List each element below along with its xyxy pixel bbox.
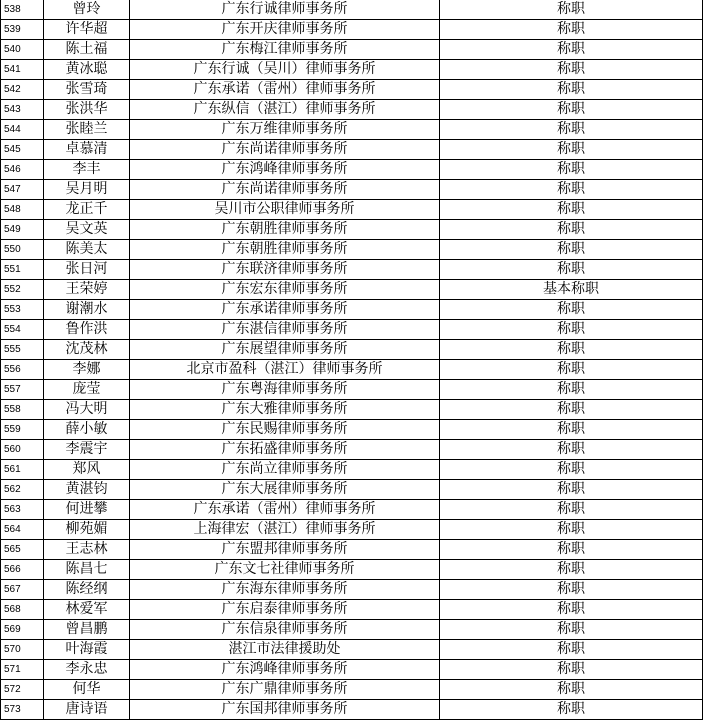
law-firm-cell[interactable]: 广东联济律师事务所 xyxy=(130,260,440,280)
row-number-cell[interactable]: 550 xyxy=(1,240,44,260)
row-number-cell[interactable]: 562 xyxy=(1,480,44,500)
table-row xyxy=(1,360,703,380)
lawyer-name-cell[interactable]: 陈美太 xyxy=(44,240,130,260)
law-firm-cell[interactable]: 上海律宏（湛江）律师事务所 xyxy=(130,520,440,540)
row-number-cell[interactable]: 564 xyxy=(1,520,44,540)
lawyer-name-cell[interactable]: 黄冰聪 xyxy=(44,60,130,80)
table-row xyxy=(1,700,703,720)
row-number-cell[interactable]: 568 xyxy=(1,600,44,620)
lawyer-name-cell[interactable]: 陈经纲 xyxy=(44,580,130,600)
lawyer-name-cell[interactable]: 张日河 xyxy=(44,260,130,280)
table-row xyxy=(1,60,703,80)
law-firm-cell[interactable]: 广东承诺（雷州）律师事务所 xyxy=(130,500,440,520)
row-number-cell[interactable]: 546 xyxy=(1,160,44,180)
row-number-cell[interactable]: 556 xyxy=(1,360,44,380)
law-firm-cell[interactable]: 广东拓盛律师事务所 xyxy=(130,440,440,460)
lawyer-name-cell[interactable]: 张睦兰 xyxy=(44,120,130,140)
assessment-result-cell[interactable]: 称职 xyxy=(440,60,703,80)
lawyer-name-cell[interactable]: 李震宇 xyxy=(44,440,130,460)
assessment-result-cell[interactable]: 称职 xyxy=(440,80,703,100)
row-number-cell[interactable]: 544 xyxy=(1,120,44,140)
assessment-result-cell[interactable]: 称职 xyxy=(440,560,703,580)
lawyer-name-cell[interactable]: 鲁作洪 xyxy=(44,320,130,340)
table-row xyxy=(1,160,703,180)
table-row xyxy=(1,620,703,640)
law-firm-cell[interactable]: 广东梅江律师事务所 xyxy=(130,40,440,60)
table-row xyxy=(1,600,703,620)
assessment-result-cell[interactable]: 称职 xyxy=(440,680,703,700)
assessment-result-cell[interactable]: 称职 xyxy=(440,140,703,160)
assessment-result-cell[interactable]: 称职 xyxy=(440,40,703,60)
row-number-cell[interactable]: 571 xyxy=(1,660,44,680)
lawyer-name-cell[interactable]: 庞莹 xyxy=(44,380,130,400)
law-firm-cell[interactable]: 广东鸿峰律师事务所 xyxy=(130,660,440,680)
lawyer-name-cell[interactable]: 王志林 xyxy=(44,540,130,560)
row-number-cell[interactable]: 538 xyxy=(1,0,44,20)
table-row xyxy=(1,640,703,660)
row-number-cell[interactable]: 554 xyxy=(1,320,44,340)
table-row xyxy=(1,220,703,240)
row-number-cell[interactable]: 572 xyxy=(1,680,44,700)
law-firm-cell[interactable]: 广东粤海律师事务所 xyxy=(130,380,440,400)
law-firm-cell[interactable]: 广东信泉律师事务所 xyxy=(130,620,440,640)
table-row xyxy=(1,520,703,540)
row-number-cell[interactable]: 549 xyxy=(1,220,44,240)
lawyer-name-cell[interactable]: 许华超 xyxy=(44,20,130,40)
row-number-cell[interactable]: 551 xyxy=(1,260,44,280)
table-row xyxy=(1,100,703,120)
lawyer-name-cell[interactable]: 龙正千 xyxy=(44,200,130,220)
assessment-result-cell[interactable]: 称职 xyxy=(440,380,703,400)
assessment-result-cell[interactable]: 称职 xyxy=(440,700,703,720)
table-row xyxy=(1,180,703,200)
assessment-result-cell[interactable]: 称职 xyxy=(440,220,703,240)
law-firm-cell[interactable]: 广东尚诺律师事务所 xyxy=(130,180,440,200)
row-number-cell[interactable]: 565 xyxy=(1,540,44,560)
lawyer-name-cell[interactable]: 叶海霞 xyxy=(44,640,130,660)
assessment-result-cell[interactable]: 称职 xyxy=(440,300,703,320)
table-row xyxy=(1,80,703,100)
law-firm-cell[interactable]: 湛江市法律援助处 xyxy=(130,640,440,660)
table-row xyxy=(1,500,703,520)
table-row xyxy=(1,340,703,360)
assessment-result-cell[interactable]: 称职 xyxy=(440,520,703,540)
law-firm-cell[interactable]: 吴川市公职律师事务所 xyxy=(130,200,440,220)
row-number-cell[interactable]: 542 xyxy=(1,80,44,100)
assessment-result-cell[interactable]: 称职 xyxy=(440,620,703,640)
row-number-cell[interactable]: 558 xyxy=(1,400,44,420)
lawyer-name-cell[interactable]: 郑风 xyxy=(44,460,130,480)
table-body xyxy=(1,0,703,720)
law-firm-cell[interactable]: 广东展望律师事务所 xyxy=(130,340,440,360)
assessment-result-cell[interactable]: 称职 xyxy=(440,420,703,440)
row-number-cell[interactable]: 541 xyxy=(1,60,44,80)
law-firm-cell[interactable]: 广东民赐律师事务所 xyxy=(130,420,440,440)
law-firm-cell[interactable]: 广东文七社律师事务所 xyxy=(130,560,440,580)
lawyer-name-cell[interactable]: 柳苑媚 xyxy=(44,520,130,540)
row-number-cell[interactable]: 553 xyxy=(1,300,44,320)
assessment-result-cell[interactable]: 称职 xyxy=(440,0,703,20)
table-row xyxy=(1,260,703,280)
law-firm-cell[interactable]: 广东国邦律师事务所 xyxy=(130,700,440,720)
assessment-result-cell[interactable]: 称职 xyxy=(440,580,703,600)
lawyer-name-cell[interactable]: 陈昌七 xyxy=(44,560,130,580)
lawyer-name-cell[interactable]: 王荣婷 xyxy=(44,280,130,300)
law-firm-cell[interactable]: 北京市盈科（湛江）律师事务所 xyxy=(130,360,440,380)
law-firm-cell[interactable]: 广东朝胜律师事务所 xyxy=(130,220,440,240)
assessment-result-cell[interactable]: 称职 xyxy=(440,340,703,360)
table-row xyxy=(1,0,703,20)
assessment-result-cell[interactable]: 称职 xyxy=(440,500,703,520)
row-number-cell[interactable]: 539 xyxy=(1,20,44,40)
assessment-result-cell[interactable]: 称职 xyxy=(440,660,703,680)
table-row xyxy=(1,40,703,60)
table-row xyxy=(1,140,703,160)
table-row xyxy=(1,240,703,260)
law-firm-cell[interactable]: 广东广鼎律师事务所 xyxy=(130,680,440,700)
assessment-result-cell[interactable]: 称职 xyxy=(440,20,703,40)
table-row xyxy=(1,20,703,40)
lawyer-name-cell[interactable]: 李永忠 xyxy=(44,660,130,680)
lawyer-name-cell[interactable]: 张洪华 xyxy=(44,100,130,120)
lawyer-name-cell[interactable]: 吴月明 xyxy=(44,180,130,200)
row-number-cell[interactable]: 552 xyxy=(1,280,44,300)
lawyer-name-cell[interactable]: 吴文英 xyxy=(44,220,130,240)
assessment-result-cell[interactable]: 称职 xyxy=(440,460,703,480)
table-row xyxy=(1,440,703,460)
assessment-result-cell[interactable]: 称职 xyxy=(440,440,703,460)
row-number-cell[interactable]: 559 xyxy=(1,420,44,440)
row-number-cell[interactable]: 561 xyxy=(1,460,44,480)
table-row xyxy=(1,300,703,320)
table-row xyxy=(1,400,703,420)
lawyer-name-cell[interactable]: 卓慕清 xyxy=(44,140,130,160)
row-number-cell[interactable]: 540 xyxy=(1,40,44,60)
assessment-result-cell[interactable]: 称职 xyxy=(440,640,703,660)
row-number-cell[interactable]: 567 xyxy=(1,580,44,600)
law-firm-cell[interactable]: 广东尚立律师事务所 xyxy=(130,460,440,480)
table-row xyxy=(1,560,703,580)
assessment-result-cell[interactable]: 称职 xyxy=(440,540,703,560)
table-row xyxy=(1,320,703,340)
law-firm-cell[interactable]: 广东开庆律师事务所 xyxy=(130,20,440,40)
table-row xyxy=(1,680,703,700)
row-number-cell[interactable]: 560 xyxy=(1,440,44,460)
law-firm-cell[interactable]: 广东行诚律师事务所 xyxy=(130,0,440,20)
row-number-cell[interactable]: 545 xyxy=(1,140,44,160)
lawyer-name-cell[interactable]: 薛小敏 xyxy=(44,420,130,440)
row-number-cell[interactable]: 543 xyxy=(1,100,44,120)
lawyer-name-cell[interactable]: 陈土福 xyxy=(44,40,130,60)
assessment-result-cell[interactable]: 称职 xyxy=(440,360,703,380)
assessment-result-cell[interactable]: 称职 xyxy=(440,160,703,180)
law-firm-cell[interactable]: 广东承诺（雷州）律师事务所 xyxy=(130,80,440,100)
law-firm-cell[interactable]: 广东尚诺律师事务所 xyxy=(130,140,440,160)
law-firm-cell[interactable]: 广东启泰律师事务所 xyxy=(130,600,440,620)
table-row xyxy=(1,660,703,680)
table-row xyxy=(1,380,703,400)
law-firm-cell[interactable]: 广东纵信（湛江）律师事务所 xyxy=(130,100,440,120)
table-row xyxy=(1,580,703,600)
row-number-cell[interactable]: 569 xyxy=(1,620,44,640)
assessment-result-cell[interactable]: 称职 xyxy=(440,480,703,500)
law-firm-cell[interactable]: 广东海东律师事务所 xyxy=(130,580,440,600)
law-firm-cell[interactable]: 广东鸿峰律师事务所 xyxy=(130,160,440,180)
table-row xyxy=(1,120,703,140)
assessment-result-cell[interactable]: 称职 xyxy=(440,260,703,280)
row-number-cell[interactable]: 573 xyxy=(1,700,44,720)
table-row xyxy=(1,460,703,480)
lawyer-name-cell[interactable]: 张雪琦 xyxy=(44,80,130,100)
row-number-cell[interactable]: 557 xyxy=(1,380,44,400)
assessment-result-cell[interactable]: 称职 xyxy=(440,100,703,120)
assessment-result-cell[interactable]: 基本称职 xyxy=(440,280,703,300)
law-firm-cell[interactable]: 广东盟邦律师事务所 xyxy=(130,540,440,560)
row-number-cell[interactable]: 547 xyxy=(1,180,44,200)
lawyer-name-cell[interactable]: 曾玲 xyxy=(44,0,130,20)
table-row xyxy=(1,420,703,440)
assessment-result-cell[interactable]: 称职 xyxy=(440,400,703,420)
law-firm-cell[interactable]: 广东朝胜律师事务所 xyxy=(130,240,440,260)
lawyer-name-cell[interactable]: 谢潮水 xyxy=(44,300,130,320)
table-row xyxy=(1,480,703,500)
lawyer-name-cell[interactable]: 林爱军 xyxy=(44,600,130,620)
law-firm-cell[interactable]: 广东宏东律师事务所 xyxy=(130,280,440,300)
assessment-result-cell[interactable]: 称职 xyxy=(440,240,703,260)
row-number-cell[interactable]: 570 xyxy=(1,640,44,660)
law-firm-cell[interactable]: 广东湛信律师事务所 xyxy=(130,320,440,340)
lawyer-name-cell[interactable]: 李丰 xyxy=(44,160,130,180)
lawyer-name-cell[interactable]: 沈茂林 xyxy=(44,340,130,360)
assessment-result-cell[interactable]: 称职 xyxy=(440,600,703,620)
table-row xyxy=(1,200,703,220)
assessment-result-cell[interactable]: 称职 xyxy=(440,180,703,200)
row-number-cell[interactable]: 566 xyxy=(1,560,44,580)
assessment-result-cell[interactable]: 称职 xyxy=(440,120,703,140)
lawyer-name-cell[interactable]: 曾昌鹏 xyxy=(44,620,130,640)
law-firm-cell[interactable]: 广东行诚（吴川）律师事务所 xyxy=(130,60,440,80)
row-number-cell[interactable]: 548 xyxy=(1,200,44,220)
lawyer-name-cell[interactable]: 何进攀 xyxy=(44,500,130,520)
law-firm-cell[interactable]: 广东大展律师事务所 xyxy=(130,480,440,500)
law-firm-cell[interactable]: 广东大雅律师事务所 xyxy=(130,400,440,420)
lawyer-name-cell[interactable]: 黄湛钧 xyxy=(44,480,130,500)
law-firm-cell[interactable]: 广东承诺律师事务所 xyxy=(130,300,440,320)
law-firm-cell[interactable]: 广东万维律师事务所 xyxy=(130,120,440,140)
row-number-cell[interactable]: 555 xyxy=(1,340,44,360)
lawyer-name-cell[interactable]: 何华 xyxy=(44,680,130,700)
lawyer-name-cell[interactable]: 唐诗语 xyxy=(44,700,130,720)
row-number-cell[interactable]: 563 xyxy=(1,500,44,520)
table-row xyxy=(1,280,703,300)
table-row xyxy=(1,540,703,560)
assessment-result-cell[interactable]: 称职 xyxy=(440,320,703,340)
assessment-result-cell[interactable]: 称职 xyxy=(440,200,703,220)
lawyer-name-cell[interactable]: 冯大明 xyxy=(44,400,130,420)
lawyer-name-cell[interactable]: 李娜 xyxy=(44,360,130,380)
